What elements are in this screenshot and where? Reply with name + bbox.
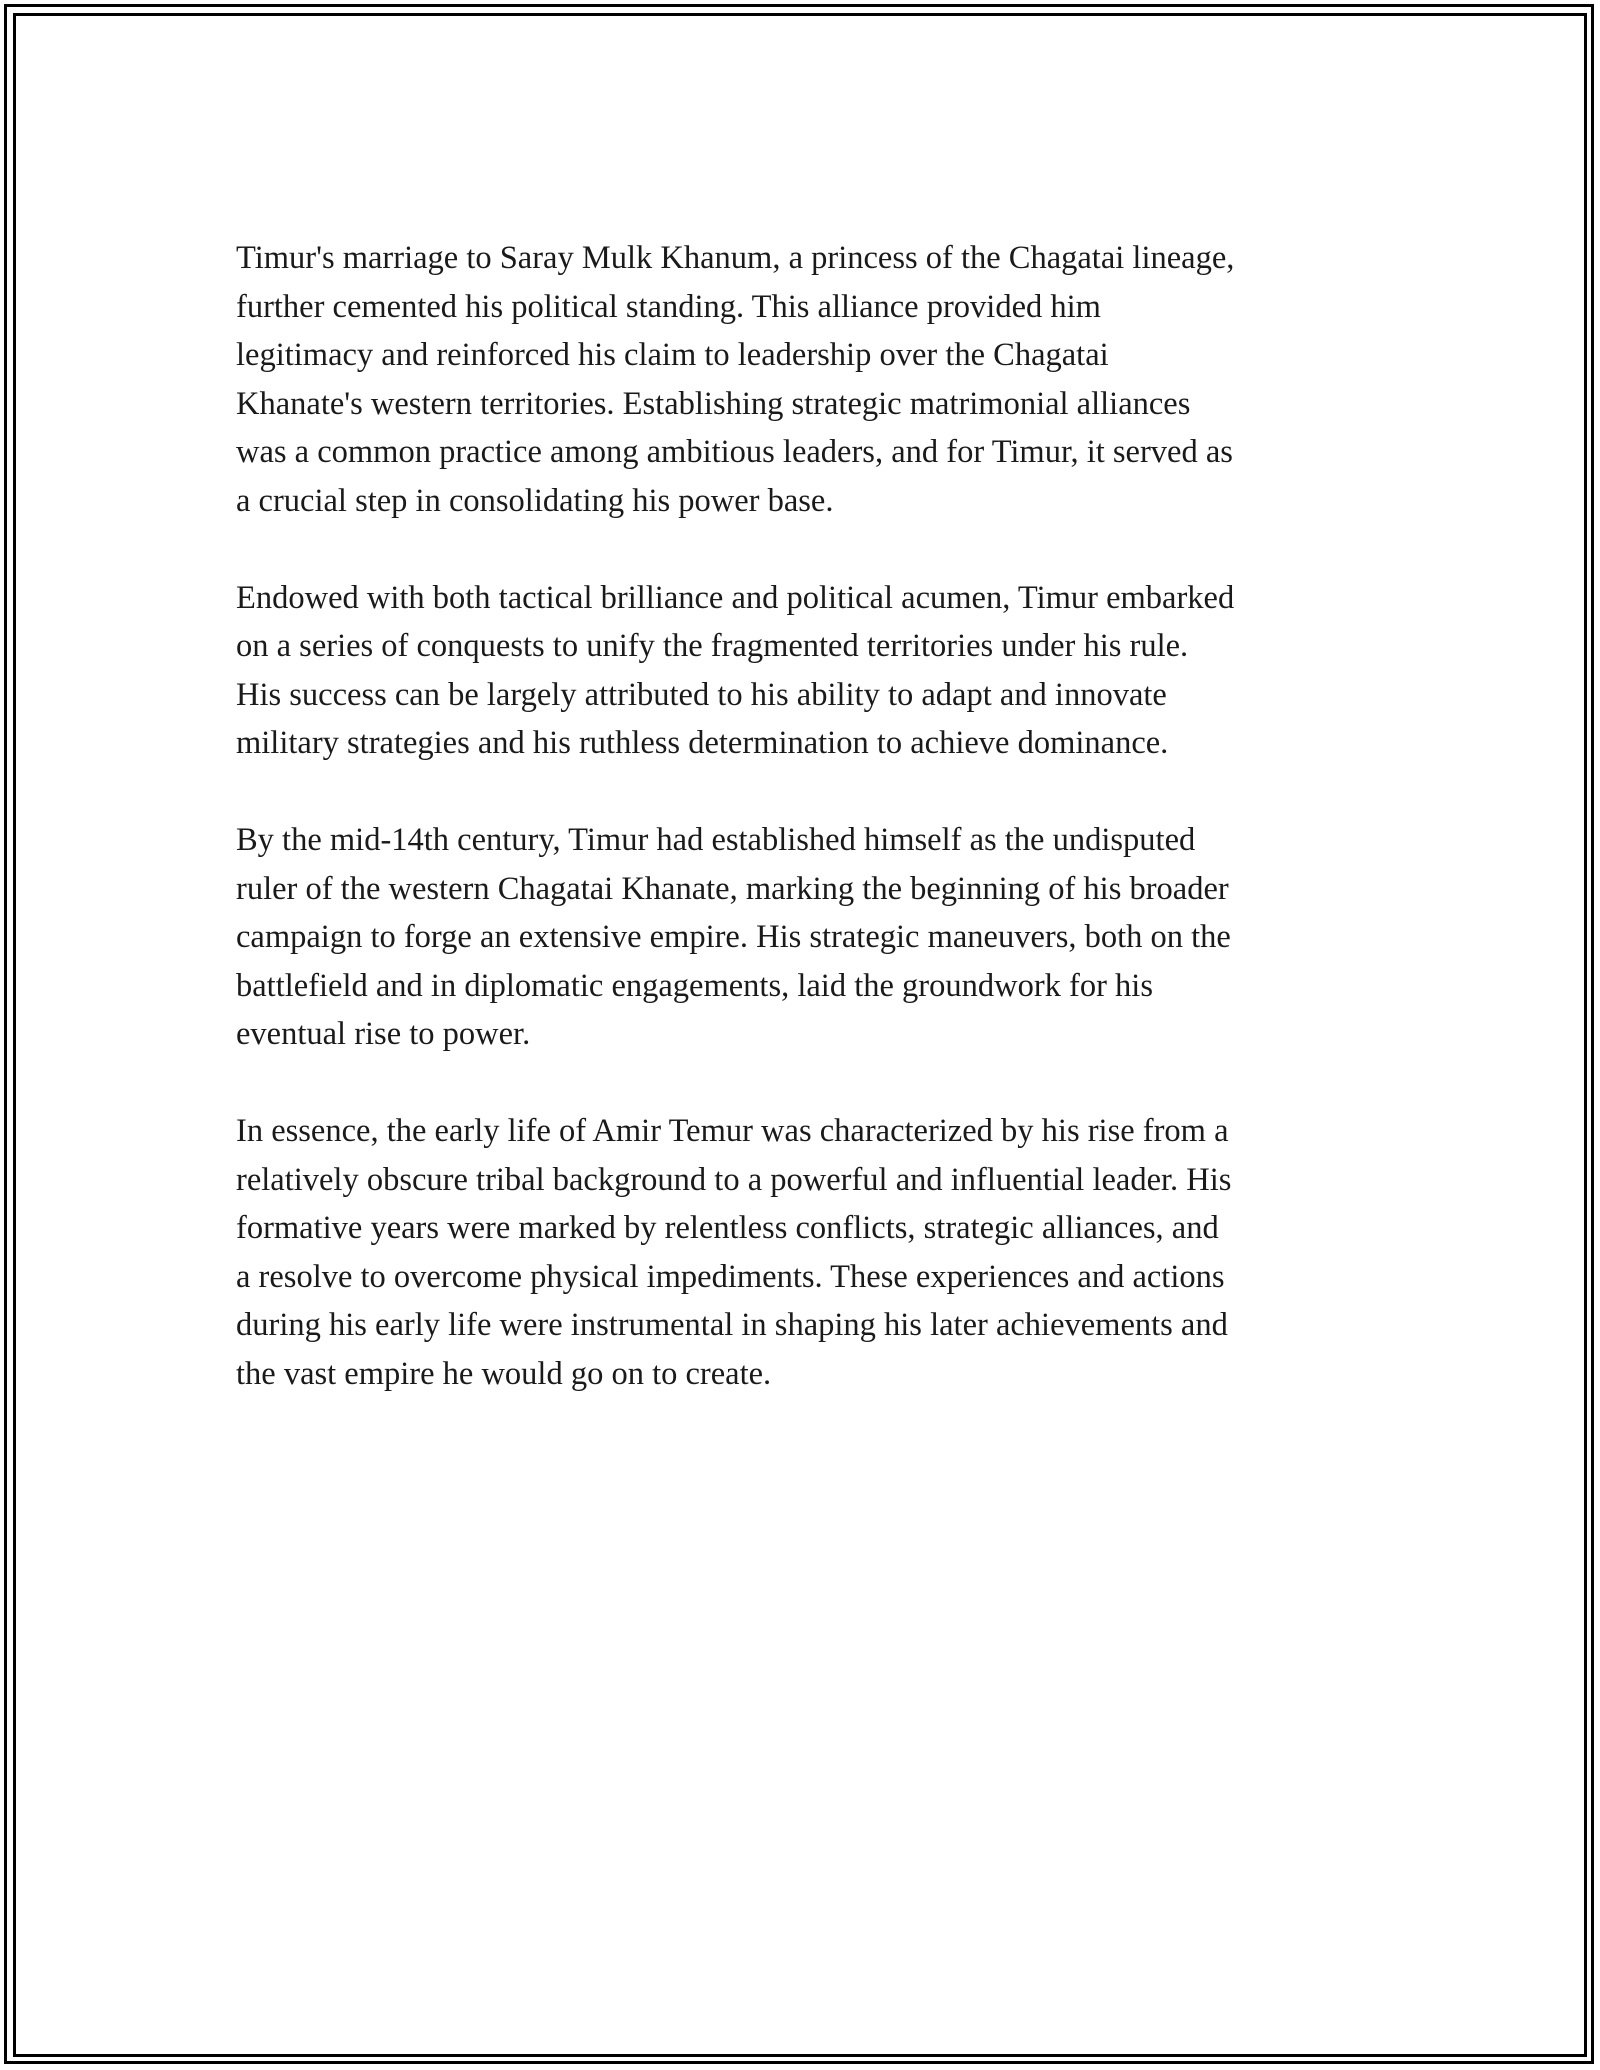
text-line: legitimacy and reinforced his claim to leadership over the Chagatai: [236, 337, 1109, 373]
paragraph-2: [236, 574, 1376, 768]
text-line: further cemented his political standing. This alliance provided him: [236, 288, 1101, 325]
text-line: His success can be largely attributed to his ability to adapt and innovate: [236, 676, 1167, 713]
text-line: a resolve to overcome physical impediments. These experiences and actions: [236, 1258, 1225, 1295]
paragraph-3: [236, 816, 1376, 1059]
text-line: relatively obscure tribal background to a powerful and influential leader. His: [236, 1161, 1232, 1198]
text-line: a crucial step in consolidating his power base.: [236, 482, 834, 519]
text-line: military strategies and his ruthless determination to achieve dominance.: [236, 725, 1169, 761]
text-line: Khanate's western territories. Establishing strategic matrimonial alliances: [236, 385, 1191, 422]
text-line: Endowed with both tactical brilliance and political acumen, Timur embarked: [236, 579, 1235, 616]
text-line: on a series of conquests to unify the fragmented territories under his rule.: [236, 628, 1189, 664]
text-line: during his early life were instrumental in shaping his later achievements and: [236, 1307, 1228, 1343]
text-line: eventual rise to power.: [236, 1016, 531, 1052]
text-line: the vast empire he would go on to create.: [236, 1355, 772, 1392]
text-line: Timur's marriage to Saray Mulk Khanum, a princess of the Chagatai lineage,: [236, 240, 1235, 276]
text-line: formative years were marked by relentless conflicts, strategic alliances, and: [236, 1210, 1219, 1246]
paragraph-1: [236, 234, 1376, 525]
text-line: By the mid-14th century, Timur had established himself as the undisputed: [236, 822, 1196, 858]
text-line: battlefield and in diplomatic engagements, laid the groundwork for his: [236, 967, 1153, 1004]
document-body: [236, 234, 1376, 1398]
paragraph-4: [236, 1107, 1376, 1398]
text-line: In essence, the early life of Amir Temur was characterized by his rise from a: [236, 1113, 1229, 1149]
text-line: ruler of the western Chagatai Khanate, marking the beginning of his broader: [236, 870, 1229, 907]
text-line: was a common practice among ambitious leaders, and for Timur, it served as: [236, 434, 1233, 470]
text-line: campaign to forge an extensive empire. His strategic maneuvers, both on the: [236, 919, 1231, 955]
